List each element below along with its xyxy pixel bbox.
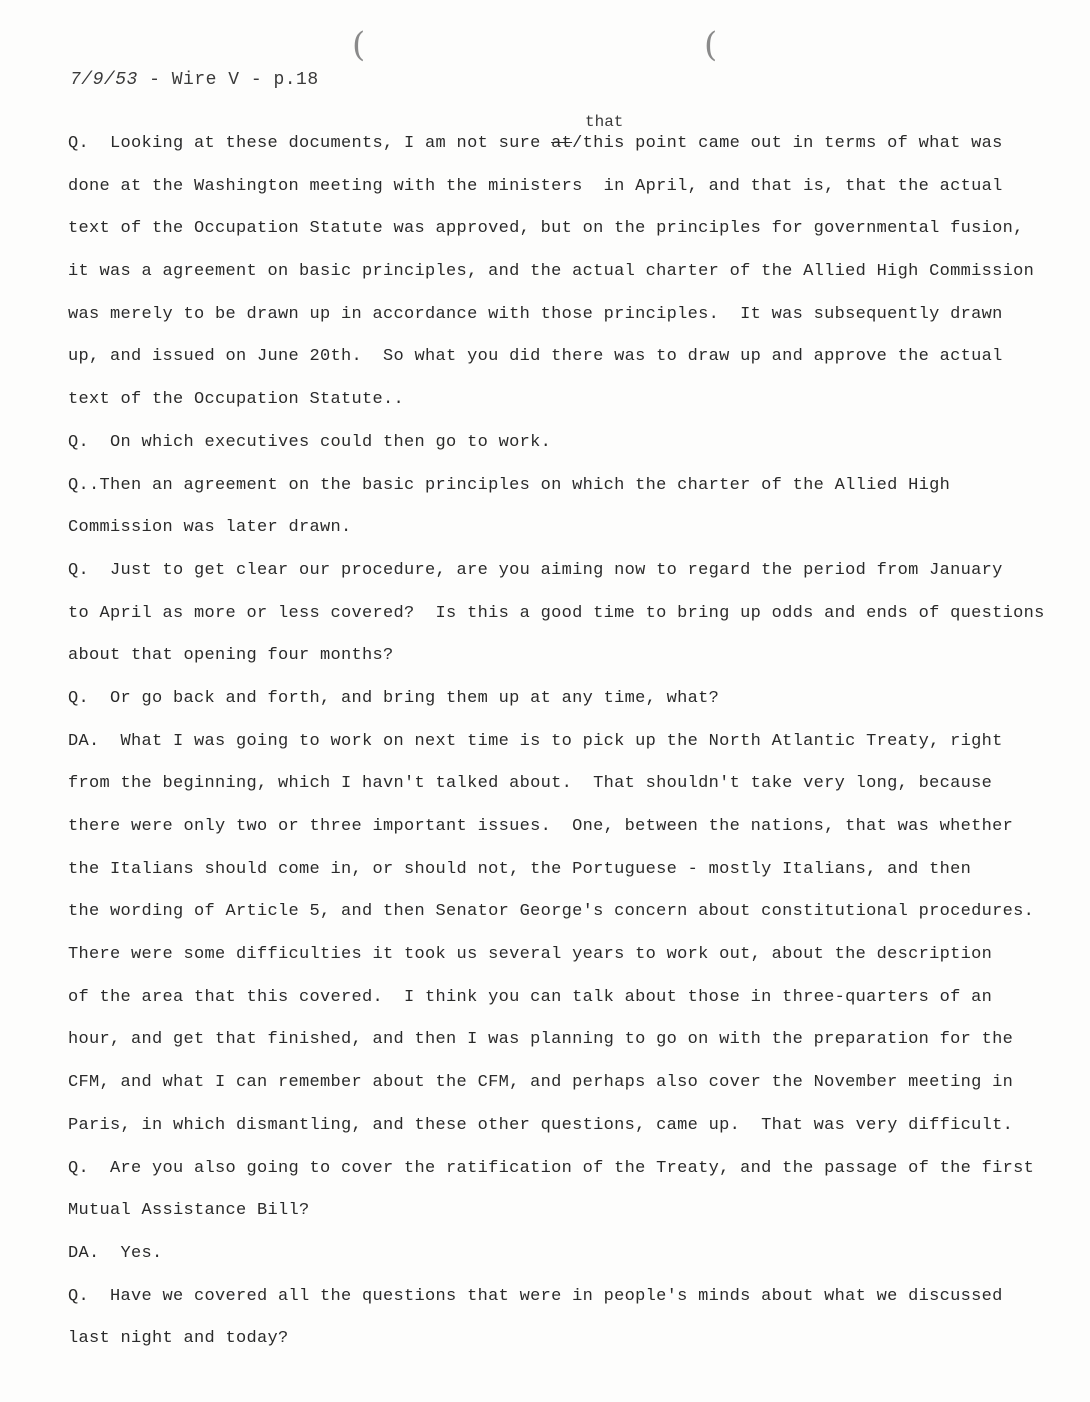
line-text: was merely to be drawn up in accordance with those principles. It was subsequently drawn xyxy=(68,304,1003,324)
transcript-line xyxy=(68,258,1068,301)
line-text: Q. Or go back and forth, and bring them up at any time, what? xyxy=(68,688,720,708)
handwritten-insertion: that xyxy=(585,113,624,131)
transcript-line xyxy=(68,685,1068,728)
transcript-line xyxy=(68,429,1068,472)
line-text: text of the Occupation Statute was approved, but on the principles for governmental fusion, xyxy=(68,219,1024,239)
line-text: text of the Occupation Statute.. xyxy=(68,390,405,410)
line-text: to April as more or less covered? Is this a good time to bring up odds and ends of questions xyxy=(68,603,1045,623)
line-text: There were some difficulties it took us several years to work out, about the description xyxy=(68,945,993,965)
page-header xyxy=(70,70,319,90)
line-text: Q..Then an agreement on the basic principles on which the charter of the Allied High xyxy=(68,475,951,495)
line-text: Q. On which executives could then go to work. xyxy=(68,432,552,452)
transcript-line xyxy=(68,514,1068,557)
transcript-line xyxy=(68,813,1068,856)
transcript-line xyxy=(68,856,1068,899)
transcript-line xyxy=(68,941,1068,984)
transcript-line xyxy=(68,1155,1068,1198)
transcript-line xyxy=(68,600,1068,643)
line-text: Q. Looking at these documents, I am not sure xyxy=(68,134,552,153)
transcript-line xyxy=(68,642,1068,685)
transcript-line xyxy=(68,472,1068,515)
transcript-line xyxy=(68,728,1068,771)
line-text: about that opening four months? xyxy=(68,646,394,666)
line-text: last night and today? xyxy=(68,1329,289,1349)
line-text: DA. What I was going to work on next time is to pick up the North Atlantic Treaty, right xyxy=(68,731,1003,751)
line-text: Q. Are you also going to cover the ratification of the Treaty, and the passage of the first xyxy=(68,1158,1035,1178)
transcript-line xyxy=(68,343,1068,386)
transcript-body xyxy=(68,130,1068,1368)
line-text: up, and issued on June 20th. So what you did there was to draw up and approve the actual xyxy=(68,347,1003,367)
header-title: - Wire V - p.18 xyxy=(149,70,319,90)
transcript-line xyxy=(68,173,1068,216)
transcript-line xyxy=(68,386,1068,429)
transcript-line xyxy=(68,1197,1068,1240)
transcript-line xyxy=(68,1325,1068,1368)
transcript-line xyxy=(68,898,1068,941)
transcript-line xyxy=(68,1112,1068,1155)
transcript-line xyxy=(68,301,1068,344)
struck-text: at xyxy=(551,134,573,153)
line-text: done at the Washington meeting with the ministers in April, and that is, that the actual xyxy=(68,176,1003,196)
transcript-line xyxy=(68,1069,1068,1112)
transcript-line xyxy=(68,770,1068,813)
transcript-line xyxy=(68,1283,1068,1326)
line-text: Q. Just to get clear our procedure, are you aiming now to regard the period from January xyxy=(68,560,1003,580)
transcript-line xyxy=(68,984,1068,1027)
transcript-line xyxy=(68,215,1068,258)
transcript-line xyxy=(68,557,1068,600)
line-text: the Italians should come in, or should not, the Portuguese - mostly Italians, and then xyxy=(68,859,972,879)
punch-mark-right: ( xyxy=(704,25,718,65)
line-text-continued: /this point came out in terms of what was xyxy=(572,134,1003,153)
transcript-line xyxy=(68,1026,1068,1069)
transcript-line xyxy=(68,1240,1068,1283)
line-text: hour, and get that finished, and then I was planning to go on with the preparation for the xyxy=(68,1030,1014,1050)
line-text: from the beginning, which I havn't talked about. That shouldn't take very long, because xyxy=(68,774,993,794)
line-text: it was a agreement on basic principles, and the actual charter of the Allied High Commission xyxy=(68,262,1035,282)
line-text: there were only two or three important issues. One, between the nations, that was whether xyxy=(68,817,1014,836)
transcript-line xyxy=(68,130,1068,173)
line-text: Paris, in which dismantling, and these other questions, came up. That was very difficult. xyxy=(68,1115,1014,1135)
line-text: of the area that this covered. I think you can talk about those in three-quarters of an xyxy=(68,987,993,1007)
line-text: Q. Have we covered all the questions that were in people's minds about what we discussed xyxy=(68,1286,1003,1306)
line-text: Mutual Assistance Bill? xyxy=(68,1201,310,1221)
line-text: Commission was later drawn. xyxy=(68,518,352,538)
punch-mark-left: ( xyxy=(352,25,366,65)
line-text: DA. Yes. xyxy=(68,1243,163,1263)
line-text: the wording of Article 5, and then Senator George's concern about constitutional procedures. xyxy=(68,902,1035,922)
header-date: 7/9/53 xyxy=(70,70,138,90)
line-text: CFM, and what I can remember about the CFM, and perhaps also cover the November meeting in xyxy=(68,1073,1014,1093)
